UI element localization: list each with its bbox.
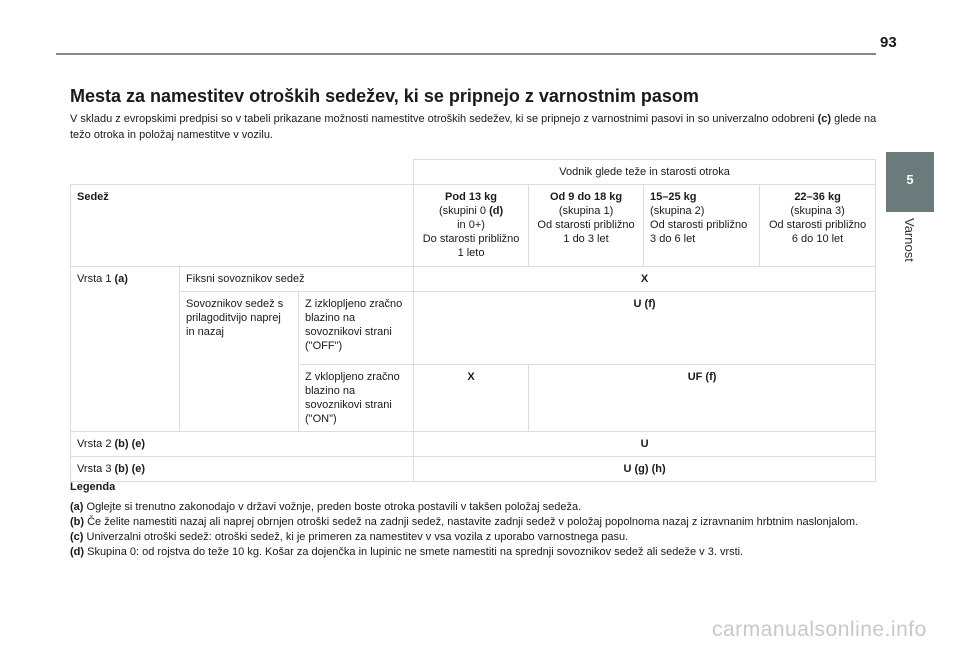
legend-text: Če želite namestiti nazaj ali naprej obrnjen otroški sedež na zadnji sedež, nastavite zadnji sedež v položaj popolnoma nazaj z izravnanim hrbtnim naslonjalom.: [84, 516, 859, 528]
row-2-ref: (b) (e): [114, 438, 146, 450]
legend-text: Skupina 0: od rojstva do teže 10 kg. Košar za dojenčka in lupinic ne smete namestiti na sprednji sovoznikov sedež ali sedeže v 3. vrsti.: [84, 546, 744, 558]
group-0-ref: (d): [489, 205, 504, 217]
group-2-age: Od starosti približno 3 do 6 let: [650, 219, 748, 245]
group-0-weight: Pod 13 kg: [445, 191, 498, 203]
group-1-weight: Od 9 do 18 kg: [549, 191, 623, 203]
group-3-header: [760, 185, 876, 267]
airbag-on-value-group-0: [414, 365, 529, 432]
row-1-label: [71, 267, 180, 432]
row-1-ref: (a): [114, 273, 128, 285]
group-3-group: (skupina 3): [790, 205, 845, 217]
group-2-group: (skupina 2): [650, 205, 705, 217]
airbag-off-value-text: U (f): [633, 298, 656, 310]
airbag-on-label: Z vklopljeno zračno blazino na sovoznikovi strani ("ON"): [299, 365, 414, 432]
chapter-tab[interactable]: [886, 152, 934, 212]
weight-age-header: Vodnik glede teže in starosti otroka: [414, 160, 876, 185]
fixed-seat-label: Fiksni sovoznikov sedež: [180, 267, 414, 292]
chapter-label: [892, 218, 926, 298]
group-2-weight: 15–25 kg: [650, 191, 697, 203]
legend-title: Legenda: [70, 481, 116, 493]
row-3-value-text: U (g) (h): [623, 463, 666, 475]
child-seat-table: [70, 159, 876, 482]
intro-tail: glede na težo otroka in položaj namestitve v vozilu.: [70, 113, 877, 141]
intro-paragraph: [70, 111, 878, 143]
group-0-prefix: (skupini 0: [438, 205, 490, 217]
legend-ref: (c): [70, 531, 84, 543]
legend-list: [70, 500, 878, 560]
fixed-seat-value-text: X: [640, 273, 649, 285]
watermark: carmanualsonline.info: [712, 618, 927, 641]
row-3-label-text: Vrsta 3: [77, 463, 115, 475]
legend-text: Oglejte si trenutno zakonodajo v državi vožnje, preden boste otroka postavili v takšen položaj sedeža.: [83, 501, 582, 513]
legend-ref: (b): [70, 516, 85, 528]
row-3-ref: (b) (e): [114, 463, 146, 475]
row-2-label-text: Vrsta 2: [77, 438, 115, 450]
page-number: 93: [880, 34, 897, 51]
row-2-label: [71, 432, 414, 457]
legend-ref: (a): [70, 501, 84, 513]
airbag-on-value-rest: [529, 365, 876, 432]
airbag-on-value-group-0-text: X: [467, 371, 475, 383]
legend-text: Univerzalni otroški sedež: otroški sedež, ki je primeren za namestitev v vsa vozila z uporabo varnostnega pasu.: [83, 531, 629, 543]
legend-item-a: [70, 500, 878, 515]
row-3-value: [414, 457, 876, 482]
intro-text: V skladu z evropskimi predpisi so v tabeli prikazane možnosti namestitve otroških sedežev, ki se pripnejo z varnostnimi pasovi in so univerzalno odobreni: [70, 113, 815, 125]
seat-header-text: Sedež: [77, 191, 109, 203]
legend-ref: (d): [70, 546, 85, 558]
header-divider: [56, 53, 876, 55]
group-1-group: (skupina 1): [558, 205, 614, 217]
legend-item-d: [70, 545, 878, 560]
airbag-off-label: Z izklopljeno zračno blazino na sovoznikovi strani ("OFF"): [299, 292, 414, 365]
group-0-suffix: in 0+): [457, 219, 485, 231]
row-2-value: [414, 432, 876, 457]
legend-item-b: [70, 515, 878, 530]
group-1-age: Od starosti približno 1 do 3 let: [537, 219, 635, 245]
adjustable-seat-label: Sovoznikov sedež s prilagoditvijo naprej in nazaj: [180, 292, 299, 432]
chapter-number: 5: [906, 172, 914, 187]
group-3-weight: 22–36 kg: [794, 191, 841, 203]
group-3-age: Od starosti približno 6 do 10 let: [768, 219, 867, 245]
group-2-header: [644, 185, 760, 267]
fixed-seat-value: [414, 267, 876, 292]
intro-ref: (c): [817, 113, 832, 125]
seat-header: [71, 185, 414, 267]
legend-item-c: [70, 530, 878, 545]
row-1-label-text: Vrsta 1: [77, 273, 115, 285]
row-3-label: [71, 457, 414, 482]
page-title: Mesta za namestitev otroških sedežev, ki se pripnejo z varnostnim pasom: [70, 86, 699, 106]
group-0-header: [414, 185, 529, 267]
row-2-value-text: U: [640, 438, 649, 450]
airbag-off-value: [414, 292, 876, 365]
group-1-header: [529, 185, 644, 267]
group-0-age: Do starosti približno 1 leto: [422, 233, 520, 259]
airbag-on-value-rest-text: UF (f): [687, 371, 717, 383]
chapter-label-text: Varnost: [902, 218, 917, 262]
table-corner: [71, 160, 414, 185]
